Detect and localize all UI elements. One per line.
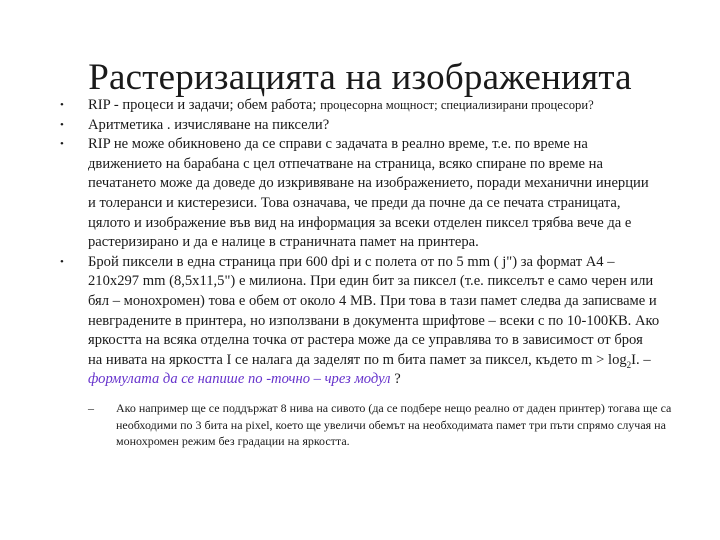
bullet-text-end: ? — [390, 371, 401, 388]
bullet-marker: • — [60, 99, 64, 111]
bullet-list — [60, 96, 672, 450]
bullet-item-rip — [60, 96, 660, 116]
bullet-text: RIP - процеси и задачи; обем работа; — [88, 97, 321, 113]
formula-note: формулата да се напише по -точно – чрез модул — [88, 371, 391, 388]
bullet-text: RIP не може обикновено да се справи с задачата в реално време, т.е. по време на движението на барабана с цел отпечатване на страница, всяко спиране по време на печатането може да доведе до изкривяване на изображението, поради механични инерции и толеранси и кистерезиси. Това означава, че преди да почне да се печата страницата, цялото и изображение във вид на информация за всеки отделен пиксел трябва вече да е растеризирано и да е налице в страничната памет на принтера. — [88, 136, 649, 251]
log-subscript: 2 — [626, 359, 632, 370]
bullet-item-arithmetic — [60, 116, 660, 136]
bullet-marker: • — [60, 138, 64, 151]
bullet-item-realtime — [60, 135, 660, 253]
slide-title: Растеризацията на изображенията — [88, 57, 632, 98]
bullet-marker: • — [60, 255, 64, 268]
bullet-text-cont: I. – — [631, 351, 651, 368]
bullet-item-pixels — [60, 253, 660, 390]
bullet-text: Брой пиксели в една страница при 600 dpi и с полета от по 5 mm ( j") за формат А4 – 210х297 mm (8,5х11,5") е милиона. При един бит за пиксел (т.е. пикселът е само черен или бял – монохромен) това е обем от около 4 МВ. При това в тази памет следва да записваме и невградените в принтера, но използвани в документа шрифтове – всеки с по 10-100КВ. Ако яркостта на всяка отделна точка от растера може да се управлява то в зависимост от броя на нивата на яркостта I се налага да заделят по m бита памет за пиксел, където m > log — [88, 253, 660, 368]
sub-bullet-item — [60, 400, 676, 450]
bullet-text-small: процесорна мощност; специализирани процесори? — [320, 98, 594, 112]
dash-marker: – — [88, 400, 94, 415]
bullet-text: Аритметика . изчисляване на пиксели? — [88, 116, 330, 133]
bullet-marker: • — [60, 118, 64, 131]
sub-bullet-text: Ако например ще се поддържат 8 нива на сивото (да се подбере нещо реално от даден принтер) тогава ще са необходими по 3 бита на pixel, което ще увеличи обемът на необходимата памет три пъти спрямо случая на монохромен режим без градации на яркостта. — [116, 400, 672, 449]
